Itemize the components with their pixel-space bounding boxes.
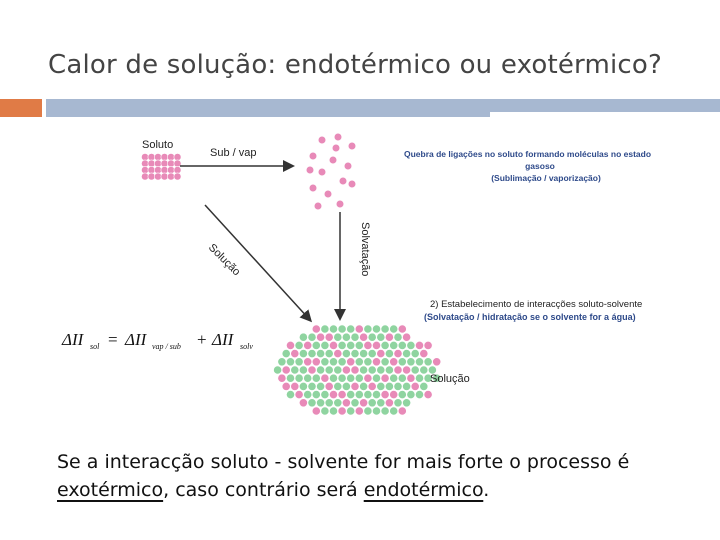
gas-particle [318, 168, 326, 176]
solucao-label: Solução [430, 373, 470, 385]
solvent-particle [398, 358, 406, 366]
solvent-particle [321, 341, 329, 349]
lattice-particle [154, 160, 161, 167]
solvent-particle [385, 366, 393, 374]
solvent-particle [342, 382, 350, 390]
eq-term1-sub: vap / sub [152, 342, 181, 351]
solute-particle [312, 407, 320, 415]
eq-lhs-sub: sol [90, 342, 100, 351]
solvent-particle [368, 399, 376, 407]
solvent-particle [347, 325, 355, 333]
solute-particle [304, 358, 312, 366]
solvent-particle [304, 374, 312, 382]
gas-particle [348, 142, 356, 150]
solvent-particle [407, 358, 415, 366]
lattice-particle [174, 153, 181, 160]
solvent-particle [347, 407, 355, 415]
solvent-particle [372, 407, 380, 415]
solvent-particle [424, 358, 432, 366]
solvent-particle [295, 341, 303, 349]
solute-particle [407, 374, 415, 382]
solvent-particle [364, 325, 372, 333]
gas-particle [348, 180, 356, 188]
solvent-particle [347, 374, 355, 382]
lattice-particle [161, 166, 168, 173]
lattice-particle [148, 173, 155, 180]
solvent-particle [334, 366, 342, 374]
quebra-text-line2: gasoso [525, 161, 555, 171]
solvent-particle [420, 366, 428, 374]
solvent-particle [398, 341, 406, 349]
solute-particle [351, 366, 359, 374]
solvent-particle [278, 358, 286, 366]
solvent-particle [355, 391, 363, 399]
solvent-particle [338, 374, 346, 382]
solute-particle [282, 382, 290, 390]
quebra-text-line1: Quebra de ligações no soluto formando moléculas no estado [404, 149, 652, 159]
solvent-particle [286, 358, 294, 366]
solvent-particle [415, 391, 423, 399]
solute-particle [381, 391, 389, 399]
solute-particle [403, 366, 411, 374]
solute-particle [368, 382, 376, 390]
solute-particle [372, 341, 380, 349]
solvent-particle [325, 350, 333, 358]
gas-particle [332, 144, 340, 152]
lattice-particle [161, 153, 168, 160]
solute-particle [415, 341, 423, 349]
lattice-particle [167, 153, 174, 160]
solvent-particle [299, 333, 307, 341]
gas-particle [329, 156, 337, 164]
solvent-particle [394, 333, 402, 341]
gas-particle [314, 202, 322, 210]
lattice-particle [154, 166, 161, 173]
lattice-particle [167, 166, 174, 173]
solvent-particle [351, 333, 359, 341]
solute-particle [398, 325, 406, 333]
solute-particle [390, 358, 398, 366]
solvent-particle [295, 358, 303, 366]
solvent-particle [334, 399, 342, 407]
solvent-particle [377, 382, 385, 390]
sub-vap-label: Sub / vap [210, 147, 257, 159]
solute-particle [312, 325, 320, 333]
gas-particle [309, 184, 317, 192]
solute-particle [299, 399, 307, 407]
caption-middle: , caso contrário será [163, 479, 364, 501]
solvent-particle [390, 325, 398, 333]
solvent-particle [390, 407, 398, 415]
solute-particle [304, 341, 312, 349]
solvent-particle [312, 391, 320, 399]
solvent-particle [347, 341, 355, 349]
solvent-particle [372, 374, 380, 382]
lattice-particle [148, 160, 155, 167]
solvent-particle [398, 391, 406, 399]
solvent-particle [398, 374, 406, 382]
gas-particle [339, 177, 347, 185]
solvent-particle [308, 350, 316, 358]
solute-particle [351, 382, 359, 390]
solvent-particle [364, 358, 372, 366]
solute-particle [338, 391, 346, 399]
solvent-particle [381, 407, 389, 415]
solvent-particle [377, 399, 385, 407]
solvent-particle [291, 366, 299, 374]
solute-particle [424, 341, 432, 349]
solvent-particle [403, 382, 411, 390]
lattice-particle [167, 160, 174, 167]
slide-title: Calor de solução: endotérmico ou exotérmico? [48, 50, 663, 80]
solute-particle [403, 333, 411, 341]
lattice-particle [174, 166, 181, 173]
solvent-particle [381, 341, 389, 349]
solvent-particle [360, 382, 368, 390]
solvent-particle [360, 350, 368, 358]
solution-cluster [274, 325, 441, 415]
solvent-particle [347, 391, 355, 399]
solvent-particle [329, 325, 337, 333]
lattice-particle [141, 160, 148, 167]
solvent-particle [317, 382, 325, 390]
solvent-particle [338, 358, 346, 366]
solute-particle [385, 399, 393, 407]
soluto-label: Soluto [142, 139, 174, 151]
solvent-particle [286, 391, 294, 399]
solute-particle [321, 374, 329, 382]
solvent-particle [381, 358, 389, 366]
solvent-particle [321, 407, 329, 415]
lattice-particle [154, 153, 161, 160]
solute-particle [381, 374, 389, 382]
solvent-particle [321, 325, 329, 333]
eq-term1: ΔII [125, 330, 147, 349]
solute-particle [355, 325, 363, 333]
estab-text-line1: 2) Estabelecimento de interacções soluto-solvente [430, 299, 643, 310]
solvent-particle [381, 325, 389, 333]
solvent-particle [415, 358, 423, 366]
solute-particle [377, 350, 385, 358]
solvent-particle [411, 350, 419, 358]
eq-plus: + [197, 330, 207, 349]
solvent-particle [299, 350, 307, 358]
gas-particle [309, 152, 317, 160]
solute-particle [424, 391, 432, 399]
gas-molecules [306, 133, 356, 210]
solvent-particle [329, 374, 337, 382]
solvent-particle [351, 350, 359, 358]
solvent-particle [415, 374, 423, 382]
solucao-arrow-label: Solução [205, 241, 243, 279]
eq-term2: ΔII [212, 330, 234, 349]
solvent-particle [377, 333, 385, 341]
solvent-particle [317, 350, 325, 358]
solvent-particle [377, 366, 385, 374]
solute-particle [433, 358, 441, 366]
eq-term2-sub: solv [240, 342, 253, 351]
solvent-particle [372, 391, 380, 399]
solvent-particle [390, 341, 398, 349]
solvent-particle [338, 341, 346, 349]
solvent-particle [351, 399, 359, 407]
solvent-particle [403, 399, 411, 407]
solute-particle [291, 350, 299, 358]
enthalpy-equation [61, 330, 253, 351]
solvent-particle [274, 366, 282, 374]
caption-line1: Se a interacção soluto - solvente for mais forte o processo é [57, 451, 630, 473]
solute-particle [364, 374, 372, 382]
solute-particle [329, 341, 337, 349]
solvatacao-label: Solvatação [359, 222, 371, 277]
solute-lattice [141, 153, 181, 180]
solvent-particle [411, 366, 419, 374]
solvent-particle [329, 407, 337, 415]
lattice-particle [141, 153, 148, 160]
solute-particle [411, 382, 419, 390]
solvent-particle [368, 366, 376, 374]
lattice-particle [148, 153, 155, 160]
solvent-particle [325, 399, 333, 407]
caption-word-endotermico: endotérmico [363, 479, 484, 501]
solvent-particle [364, 391, 372, 399]
gas-particle [324, 190, 332, 198]
estab-text-line2: (Solvatação / hidratação se o solvente for a água) [424, 312, 636, 322]
solvent-particle [385, 350, 393, 358]
solute-particle [364, 341, 372, 349]
solute-particle [338, 407, 346, 415]
solute-particle [342, 399, 350, 407]
solute-particle [390, 391, 398, 399]
solute-particle [282, 366, 290, 374]
eq-lhs: ΔII [62, 330, 84, 349]
solvent-particle [286, 374, 294, 382]
solvent-particle [368, 333, 376, 341]
lattice-particle [161, 173, 168, 180]
lattice-particle [154, 173, 161, 180]
lattice-particle [174, 173, 181, 180]
solvent-particle [394, 399, 402, 407]
solute-particle [342, 366, 350, 374]
lattice-particle [161, 160, 168, 167]
caption-end: . [483, 479, 490, 501]
solute-particle [360, 333, 368, 341]
solvent-particle [321, 391, 329, 399]
solute-particle [286, 341, 294, 349]
solute-particle [291, 382, 299, 390]
solute-particle [317, 333, 325, 341]
solute-particle [372, 358, 380, 366]
solvent-particle [308, 333, 316, 341]
solute-particle [329, 391, 337, 399]
solvent-particle [317, 366, 325, 374]
solvent-particle [338, 325, 346, 333]
solute-particle [420, 350, 428, 358]
lattice-particle [167, 173, 174, 180]
solvent-particle [420, 382, 428, 390]
solvent-particle [308, 382, 316, 390]
solute-particle [312, 358, 320, 366]
solvent-particle [372, 325, 380, 333]
solvent-particle [329, 358, 337, 366]
solvent-particle [403, 350, 411, 358]
solute-particle [295, 391, 303, 399]
solvent-particle [334, 333, 342, 341]
solvent-particle [390, 374, 398, 382]
lattice-particle [148, 166, 155, 173]
solvent-particle [407, 391, 415, 399]
solvent-particle [342, 333, 350, 341]
solute-particle [325, 382, 333, 390]
solvent-particle [312, 341, 320, 349]
gas-particle [344, 162, 352, 170]
caption [57, 448, 677, 504]
solute-particle [360, 399, 368, 407]
gas-particle [336, 200, 344, 208]
solvent-particle [295, 374, 303, 382]
solvent-particle [308, 399, 316, 407]
solvent-particle [304, 391, 312, 399]
gas-particle [318, 136, 326, 144]
lattice-particle [141, 166, 148, 173]
solute-particle [347, 358, 355, 366]
solvent-particle [282, 350, 290, 358]
solvent-particle [312, 374, 320, 382]
solvent-particle [317, 399, 325, 407]
solvent-particle [385, 382, 393, 390]
solvent-particle [334, 382, 342, 390]
solvent-particle [394, 382, 402, 390]
solvent-particle [355, 358, 363, 366]
solvent-particle [355, 341, 363, 349]
solvent-particle [325, 366, 333, 374]
solvent-particle [299, 366, 307, 374]
solute-particle [334, 350, 342, 358]
gas-particle [306, 166, 314, 174]
solvent-particle [321, 358, 329, 366]
solute-particle [325, 333, 333, 341]
caption-word-exotermico: exotérmico [57, 479, 164, 501]
solute-particle [398, 407, 406, 415]
solvent-particle [407, 341, 415, 349]
gas-particle [334, 133, 342, 141]
solute-particle [394, 350, 402, 358]
solute-particle [394, 366, 402, 374]
solvent-particle [368, 350, 376, 358]
lattice-particle [141, 173, 148, 180]
solvent-particle [299, 382, 307, 390]
solvent-particle [342, 350, 350, 358]
eq-equals: = [108, 330, 118, 349]
solvent-particle [355, 374, 363, 382]
solvent-particle [360, 366, 368, 374]
solute-particle [278, 374, 286, 382]
solute-particle [308, 366, 316, 374]
solute-particle [355, 407, 363, 415]
solvent-particle [364, 407, 372, 415]
solute-particle [385, 333, 393, 341]
quebra-text-line3: (Sublimação / vaporização) [491, 173, 601, 183]
